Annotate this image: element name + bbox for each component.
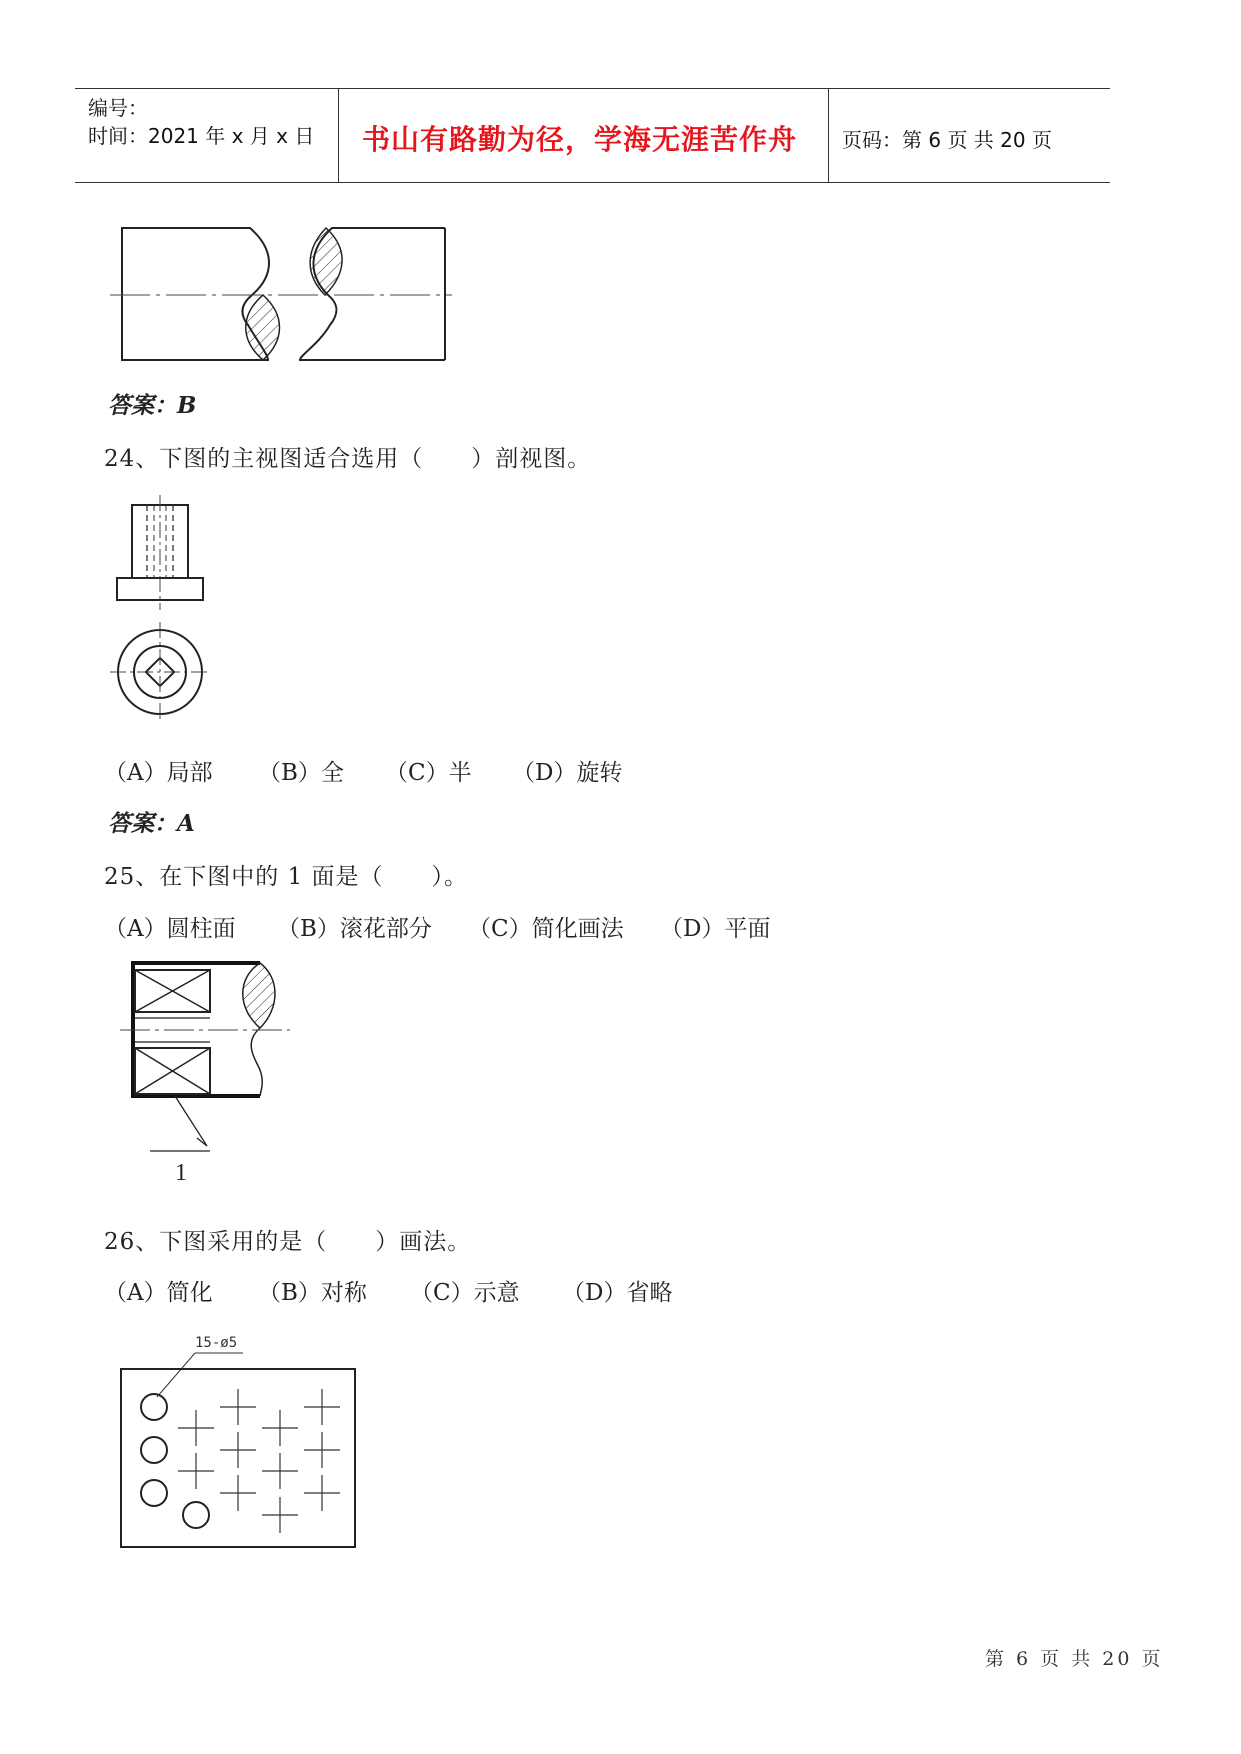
header-top-rule bbox=[75, 88, 1110, 89]
q26-option-c: （C）示意 bbox=[410, 1280, 520, 1306]
q25-option-b: （B）滚花部分 bbox=[277, 916, 432, 942]
q24-option-d: （D）旋转 bbox=[512, 760, 623, 786]
header-divider-right bbox=[828, 88, 829, 182]
header-divider-left bbox=[338, 88, 339, 182]
page-number-label: 页码：第 6 页 共 20 页 bbox=[842, 128, 1052, 152]
q24-option-b: （B）全 bbox=[258, 760, 344, 786]
q26-question: 26、下图采用的是（ ）画法。 bbox=[104, 1229, 472, 1255]
q24-option-a: （A）局部 bbox=[104, 760, 213, 786]
header-bottom-rule bbox=[75, 182, 1110, 183]
page-footer: 第 6 页 共 20 页 bbox=[985, 1648, 1164, 1670]
q25-question: 25、在下图中的 1 面是（ ）。 bbox=[104, 864, 469, 890]
q24-answer: 答案：A bbox=[108, 810, 195, 837]
q26-dimension-label: 15-ø5 bbox=[195, 1335, 238, 1351]
q24-question: 24、下图的主视图适合选用（ ）剖视图。 bbox=[104, 446, 592, 472]
q26-option-d: （D）省略 bbox=[562, 1280, 673, 1306]
q26-option-b: （B）对称 bbox=[258, 1280, 367, 1306]
q25-bearing-figure bbox=[115, 958, 295, 1193]
q26-plate-figure bbox=[115, 1325, 365, 1565]
q24-option-c: （C）半 bbox=[385, 760, 472, 786]
q23-answer: 答案：B bbox=[108, 392, 197, 419]
q24-figure bbox=[105, 495, 215, 725]
q23-shaft-figure bbox=[100, 220, 460, 370]
q25-option-a: （A）圆柱面 bbox=[104, 916, 236, 942]
q25-figure-label: 1 bbox=[175, 1160, 187, 1186]
q25-option-d: （D）平面 bbox=[660, 916, 771, 942]
header-motto: 书山有路勤为径，学海无涯苦作舟 bbox=[362, 123, 798, 156]
date-label: 时间：2021 年 x 月 x 日 bbox=[88, 124, 315, 148]
q25-option-c: （C）简化画法 bbox=[468, 916, 624, 942]
serial-number-label: 编号： bbox=[88, 96, 148, 120]
q26-option-a: （A）简化 bbox=[104, 1280, 213, 1306]
